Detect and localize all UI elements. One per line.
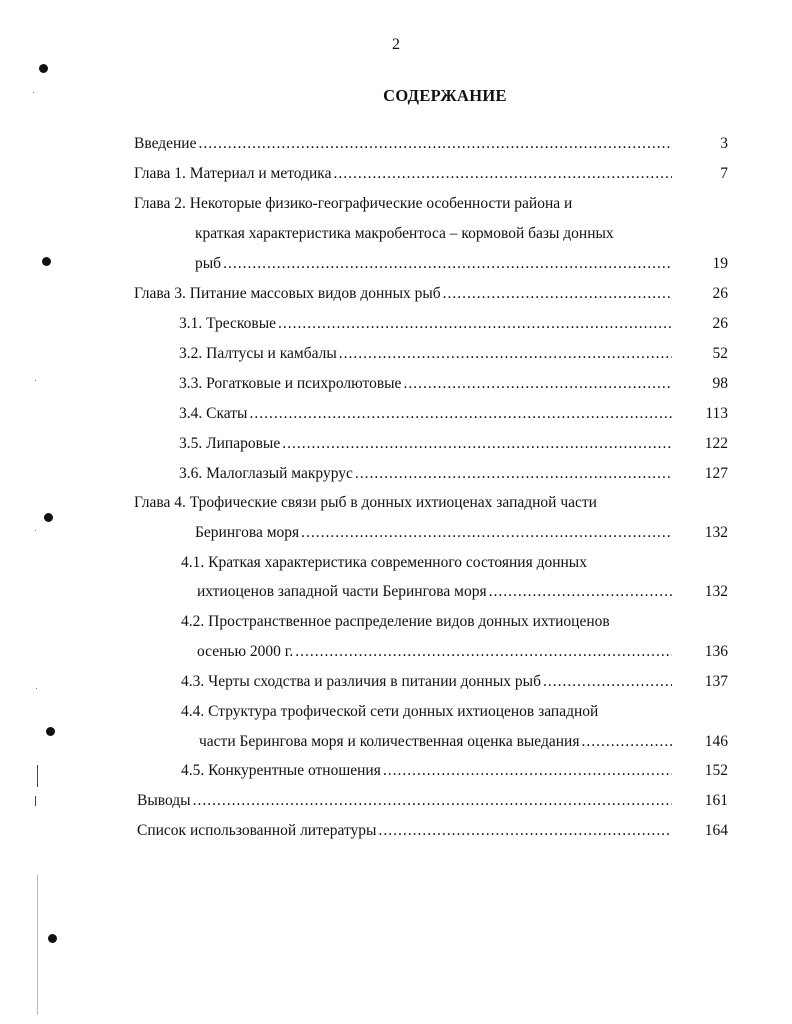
toc-page-number: 7 <box>720 165 728 182</box>
toc-entry-label: рыб <box>195 255 222 272</box>
punch-hole-mark <box>48 934 57 943</box>
leader-dots <box>278 313 672 335</box>
toc-page-number: 146 <box>704 733 728 750</box>
toc-page-number: 137 <box>704 673 728 690</box>
toc-entry-section-3-5 <box>179 433 674 455</box>
toc-entry-chapter-4-line-2 <box>195 522 674 544</box>
leader-dots <box>543 671 672 693</box>
toc-entry-section-4-4-line-1: 4.4. Структура трофической сети донных ихтиоценов западной <box>181 703 599 720</box>
toc-entry-section-3-1 <box>179 313 674 335</box>
toc-entry-label: 3.6. Малоглазый макрурус <box>179 465 353 482</box>
toc-entry-label: 3.4. Скаты <box>179 405 248 422</box>
toc-entry-references <box>137 820 674 842</box>
toc-entry-label: 3.3. Рогатковые и психролютовые <box>179 375 402 392</box>
toc-entry-label: части Берингова моря и количественная оценка выедания <box>199 733 580 750</box>
toc-entry-conclusions <box>137 790 674 812</box>
toc-entry-section-3-3 <box>179 373 674 395</box>
punch-hole-mark <box>42 257 51 266</box>
toc-entry-section-3-4 <box>179 403 674 425</box>
toc-entry-label: 4.5. Конкурентные отношения <box>181 762 381 779</box>
toc-entry-label: Введение <box>134 135 197 152</box>
leader-dots <box>301 522 672 544</box>
toc-entry-label: Список использованной литературы <box>137 822 377 839</box>
toc-entry-section-4-1-line-1: 4.1. Краткая характеристика современного состояния донных <box>181 554 587 571</box>
leader-dots <box>295 641 672 663</box>
toc-entry-introduction <box>134 133 674 155</box>
toc-page-number: 26 <box>712 315 728 332</box>
toc-entry-label: 3.2. Палтусы и камбалы <box>179 345 337 362</box>
leader-dots <box>383 760 672 782</box>
punch-hole-mark <box>39 64 48 73</box>
toc-page-number: 127 <box>704 465 728 482</box>
toc-entry-chapter-2-line-3 <box>195 253 674 275</box>
toc-entry-chapter-2-line-1: Глава 2. Некоторые физико-географические особенности района и <box>134 195 573 212</box>
toc-entry-section-4-3 <box>181 671 674 693</box>
toc-entry-section-4-2-line-1: 4.2. Пространственное распределение видов донных ихтиоценов <box>181 613 610 630</box>
toc-entry-section-4-4-line-2 <box>199 731 674 753</box>
toc-entry-chapter-2-line-2: краткая характеристика макробентоса – кормовой базы донных <box>195 225 614 242</box>
toc-entry-label: Берингова моря <box>195 524 300 541</box>
toc-page-number: 19 <box>712 255 728 272</box>
toc-entry-section-3-2 <box>179 343 674 365</box>
toc-page-number: 113 <box>705 405 728 422</box>
toc-entry-chapter-4-line-1: Глава 4. Трофические связи рыб в донных ихтиоценах западной части <box>134 494 597 511</box>
margin-speck <box>35 380 36 381</box>
toc-page-number: 3 <box>720 135 728 152</box>
toc-page-number: 136 <box>704 643 728 660</box>
toc-entry-section-4-5 <box>181 760 674 782</box>
toc-page-number: 152 <box>704 762 728 779</box>
leader-dots <box>198 133 672 155</box>
toc-entry-chapter-1 <box>134 163 674 185</box>
page-number: 2 <box>392 36 400 53</box>
punch-hole-mark <box>46 727 55 736</box>
toc-page-number: 132 <box>704 583 728 600</box>
margin-speck <box>33 92 34 93</box>
margin-scan-mark <box>35 796 36 806</box>
leader-dots <box>443 283 672 305</box>
leader-dots <box>193 790 672 812</box>
toc-page-number: 132 <box>704 524 728 541</box>
toc-entry-label: Глава 1. Материал и методика <box>134 165 332 182</box>
toc-entry-label: 3.1. Тресковые <box>179 315 277 332</box>
leader-dots <box>223 253 672 275</box>
toc-page-number: 161 <box>704 792 728 809</box>
margin-speck <box>35 530 36 531</box>
leader-dots <box>339 343 672 365</box>
toc-entry-section-4-1-line-2 <box>197 581 674 603</box>
toc-entry-label: ихтиоценов западной части Берингова моря <box>197 583 487 600</box>
toc-entry-section-3-6 <box>179 463 674 485</box>
leader-dots <box>489 581 672 603</box>
toc-page-number: 26 <box>712 285 728 302</box>
toc-page-number: 52 <box>712 345 728 362</box>
page-title-text: СОДЕРЖАНИЕ <box>383 86 507 105</box>
toc-entry-label: Выводы <box>137 792 191 809</box>
margin-speck <box>36 688 37 689</box>
toc-entry-label: Глава 3. Питание массовых видов донных рыб <box>134 285 441 302</box>
toc-entry-chapter-3 <box>134 283 674 305</box>
leader-dots <box>378 820 672 842</box>
leader-dots <box>403 373 672 395</box>
toc-page-number: 98 <box>712 375 728 392</box>
punch-hole-mark <box>44 513 53 522</box>
leader-dots <box>249 403 672 425</box>
leader-dots <box>355 463 672 485</box>
leader-dots <box>333 163 672 185</box>
margin-scan-mark <box>37 875 38 1015</box>
toc-entry-section-4-2-line-2 <box>197 641 674 663</box>
leader-dots <box>282 433 672 455</box>
toc-entry-label: осенью 2000 г. <box>197 643 294 660</box>
toc-entry-label: 3.5. Липаровые <box>179 435 281 452</box>
leader-dots <box>581 731 672 753</box>
toc-page-number: 164 <box>704 822 728 839</box>
toc-page-number: 122 <box>704 435 728 452</box>
toc-entry-label: 4.3. Черты сходства и различия в питании донных рыб <box>181 673 541 690</box>
margin-scan-mark <box>37 765 38 787</box>
